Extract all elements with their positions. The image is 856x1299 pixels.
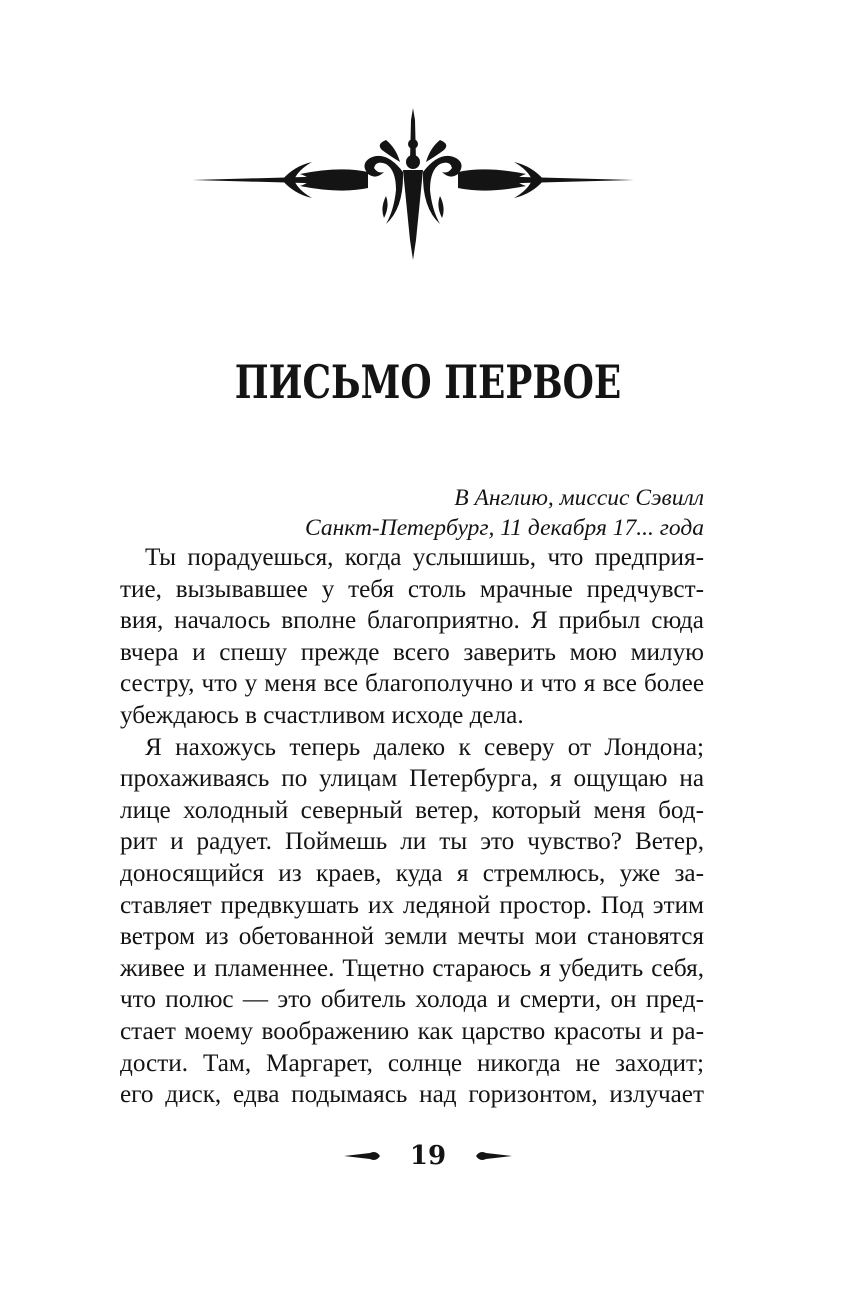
epigraph-addressee: В Англию, миссис Сэвилл (454, 485, 704, 511)
text-line: убеждаюсь в счастливом исходе дела. (120, 701, 524, 729)
text-line: вчера и спешу прежде всего заверить мою милую (120, 638, 704, 666)
text-line: лице холодный северный ветер, который меня бод- (120, 796, 704, 824)
text-line: тие, вызывавшее у тебя столь мрачные предчувст- (120, 575, 704, 603)
text-line: рит и радует. Поймешь ли ты это чувство? Ветер, (120, 828, 704, 856)
text-line: живее и пламеннее. Тщетно стараюсь я убедить себя, (120, 954, 704, 982)
text-line: прохаживаясь по улицам Петербурга, я ощущаю на (120, 765, 704, 793)
page-footer (0, 1136, 856, 1176)
text-line: вия, началось вполне благоприятно. Я прибыл сюда (120, 607, 704, 635)
page-number: 19 (409, 1141, 447, 1171)
text-line: сестру, что у меня все благополучно и что я все более (120, 670, 704, 698)
text-line: дости. Там, Маргарет, солнце никогда не заходит; (120, 1049, 704, 1077)
letter-body (120, 542, 704, 1111)
text-line: стает моему воображению как царство красоты и ра- (120, 1017, 704, 1045)
text-line: Ты порадуешься, когда услышишь, что предприя- (145, 544, 704, 571)
text-line: ставляет предвкушать их ледяной простор. Под этим (120, 891, 704, 919)
text-line: его диск, едва подымаясь над горизонтом, излучает (120, 1081, 704, 1109)
chapter-title: ПИСЬМО ПЕРВОЕ (234, 355, 622, 409)
header-ornament-icon (190, 100, 636, 260)
epigraph-place-date: Санкт-Петербург, 11 декабря 17... года (305, 515, 704, 541)
text-line: доносящийся из краев, куда я стремлюсь, уже за- (120, 859, 704, 887)
text-line: ветром из обетованной земли мечты мои становятся (120, 923, 704, 951)
epigraph (120, 483, 704, 543)
text-line: Я нахожусь теперь далеко к северу от Лондона; (145, 733, 704, 761)
text-line: что полюс — это обитель холода и смерти, он пред- (120, 986, 704, 1014)
